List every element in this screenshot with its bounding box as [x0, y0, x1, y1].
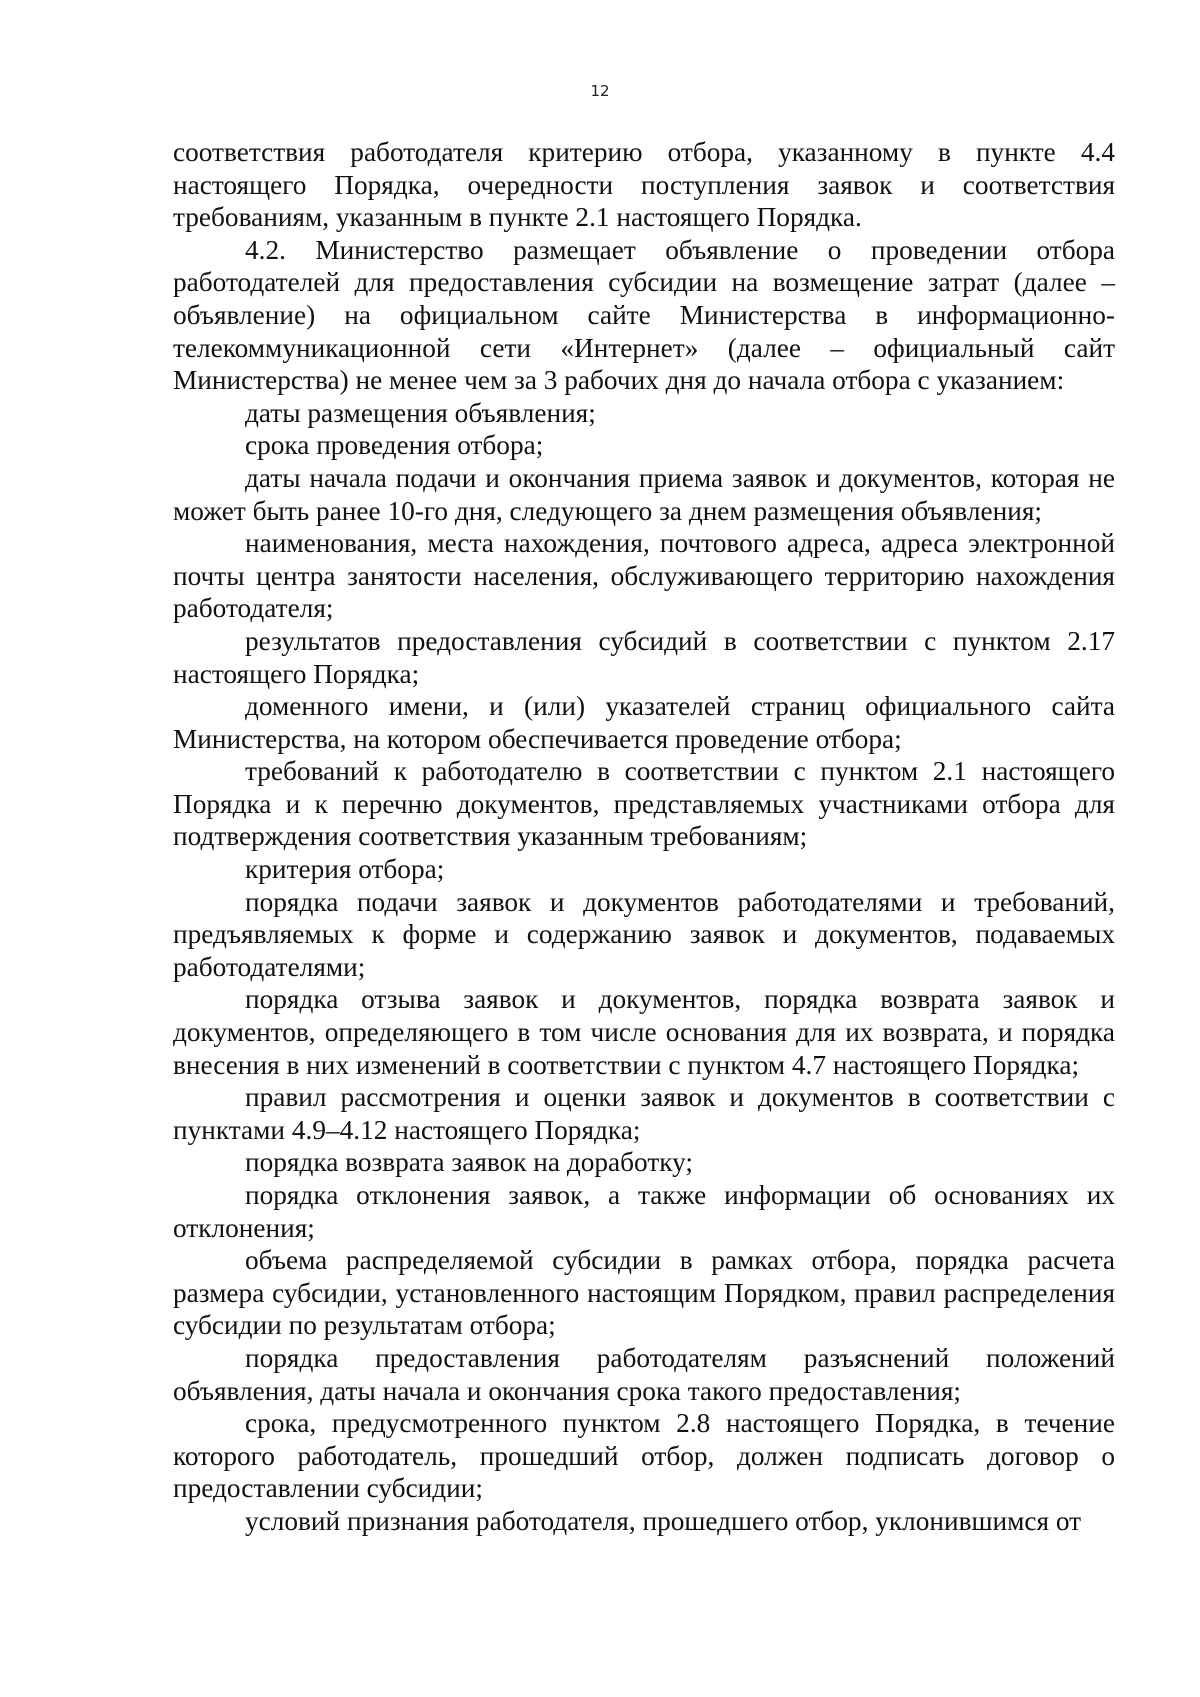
list-item-application-dates: даты начала подачи и окончания приема заявок и документов, которая не может быть ранее 10-го дня, следующего за днем размещения объявления;: [173, 462, 1115, 526]
list-item-subsidy-volume: объема распределяемой субсидии в рамках отбора, порядка расчета размера субсидии, установленного настоящим Порядком, правил распределения субсидии по результатам отбора;: [173, 1245, 1115, 1341]
list-item-review-rules: правил рассмотрения и оценки заявок и документов в соответствии с пунктами 4.9–4.12 настоящего Порядка;: [173, 1082, 1115, 1145]
list-item-submission-procedure: порядка подачи заявок и документов работодателями и требований, предъявляемых к форме и содержанию заявок и документов, подаваемых работодателями;: [173, 886, 1115, 982]
page-number: 12: [590, 82, 610, 100]
paragraph-continuation: соответствия работодателя критерию отбора, указанному в пункте 4.4 настоящего Порядка, очередности поступления заявок и соответствия требованиям, указанным в пункте 2.1 настоящего Порядка.: [173, 137, 1115, 233]
list-item-evasion-conditions: условий признания работодателя, прошедшего отбор, уклонившимся от: [245, 1505, 1082, 1536]
list-item-selection-criterion: критерия отбора;: [245, 854, 445, 885]
list-item-domain-name: доменного имени, и (или) указателей страниц официального сайта Министерства, на котором обеспечивается проведение отбора;: [173, 691, 1115, 754]
list-item-subsidy-results: результатов предоставления субсидий в соответствии с пунктом 2.17 настоящего Порядка;: [173, 625, 1115, 689]
list-item-return-for-revision: порядка возврата заявок на доработку;: [245, 1147, 694, 1178]
list-item-posting-date: даты размещения объявления;: [245, 397, 596, 428]
list-item-clarifications: порядка предоставления работодателям разъяснений положений объявления, даты начала и окончания срока такого предоставления;: [173, 1342, 1115, 1406]
paragraph-4-2: 4.2. Министерство размещает объявление о проведении отбора работодателей для предоставления субсидии на возмещение затрат (далее – объявление) на официальном сайте Министерства в информационно-телекоммуникационной сети «Интернет» (далее – официальный сайт Министерства) не менее чем за 3 рабочих дня до начала отбора с указанием:: [173, 234, 1115, 396]
list-item-employment-center: наименования, места нахождения, почтового адреса, адреса электронной почты центра занятости населения, обслуживающего территорию нахождения работодателя;: [173, 528, 1115, 624]
list-item-contract-deadline: срока, предусмотренного пунктом 2.8 настоящего Порядка, в течение которого работодатель, прошедший отбор, должен подписать договор о предоставлении субсидии;: [173, 1408, 1115, 1504]
list-item-withdrawal-procedure: порядка отзыва заявок и документов, порядка возврата заявок и документов, определяющего в том числе основания для их возврата, и порядка внесения в них изменений в соответствии с пунктом 4.7 настоящего Порядка;: [173, 984, 1115, 1080]
list-item-rejection-procedure: порядка отклонения заявок, а также информации об основаниях их отклонения;: [173, 1180, 1115, 1243]
list-item-selection-period: срока проведения отбора;: [245, 430, 544, 461]
list-item-employer-requirements: требований к работодателю в соответствии с пунктом 2.1 настоящего Порядка и к перечню документов, представляемых участниками отбора для подтверждения соответствия указанным требованиям;: [173, 756, 1115, 852]
document-body: [173, 136, 1115, 1538]
